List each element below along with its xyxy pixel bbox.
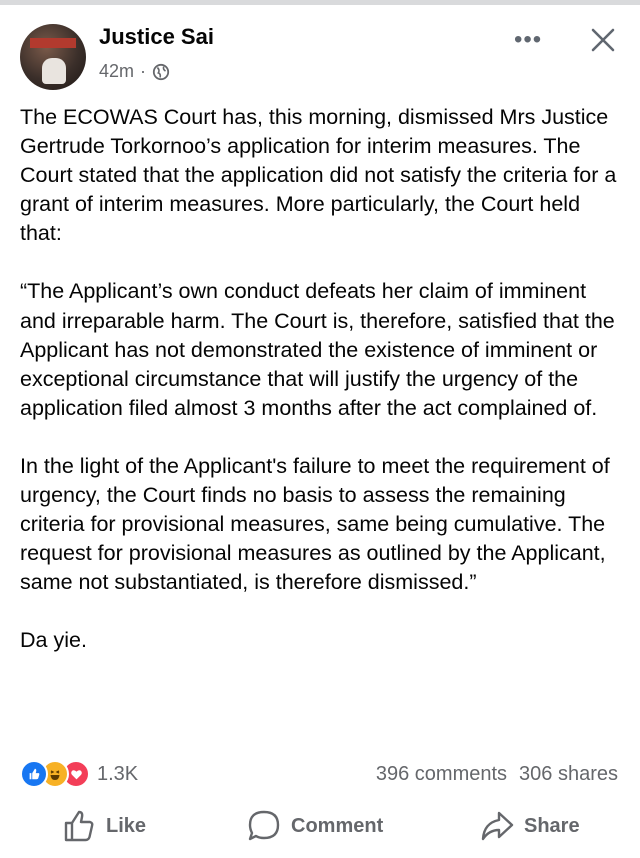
meta-separator: · xyxy=(140,61,147,81)
top-divider xyxy=(0,0,640,5)
comment-label: Comment xyxy=(291,814,384,837)
post-paragraph: The ECOWAS Court has, this morning, dismissed Mrs Justice Gertrude Torkornoo’s application for interim measures. The Court stated that the application did not satisfy the criteria for a grant of interim measures. More particularly, the Court held that: xyxy=(20,105,617,246)
avatar[interactable] xyxy=(20,24,86,90)
post-meta xyxy=(99,61,170,82)
share-label: Share xyxy=(524,814,580,837)
thumbs-up-icon xyxy=(62,809,96,843)
post-paragraph: Da yie. xyxy=(20,628,87,653)
author-name[interactable]: Justice Sai xyxy=(99,24,214,49)
reaction-count: 1.3K xyxy=(97,762,139,785)
avatar-figure xyxy=(42,58,66,84)
reactions-summary[interactable] xyxy=(20,760,138,788)
globe-icon xyxy=(152,63,170,81)
share-button[interactable] xyxy=(480,806,580,846)
like-button[interactable] xyxy=(62,806,146,846)
comments-count-link[interactable]: 396 comments xyxy=(375,763,508,785)
post-paragraph: “The Applicant’s own conduct defeats her claim of imminent and irreparable harm. The Court is, therefore, satisfied that the Applicant has not demonstrated the existence of imminent or exceptional circumstance that will justify the urgency of the application filed almost 3 months after the act complained of. xyxy=(20,279,615,420)
post-paragraph: In the light of the Applicant's failure to meet the requirement of urgency, the Court finds no basis to assess the remaining criteria for provisional measures, same being cumulative. The request for provisional measures as outlined by the Applicant, same not substantiated, is therefore dismissed.” xyxy=(20,453,610,595)
close-icon[interactable] xyxy=(590,27,616,53)
comment-button[interactable] xyxy=(247,806,383,846)
like-reaction-icon xyxy=(20,760,48,788)
more-options-icon[interactable]: ••• xyxy=(514,26,543,53)
engagement-counts xyxy=(376,763,618,786)
post-body xyxy=(20,103,625,656)
shares-count-link[interactable]: 306 shares xyxy=(519,763,618,785)
like-label: Like xyxy=(106,814,147,837)
share-arrow-icon xyxy=(480,809,514,843)
action-bar xyxy=(0,806,640,846)
post-timestamp[interactable]: 42m xyxy=(99,61,135,81)
comment-bubble-icon xyxy=(247,809,281,843)
avatar-background-detail xyxy=(30,38,76,48)
